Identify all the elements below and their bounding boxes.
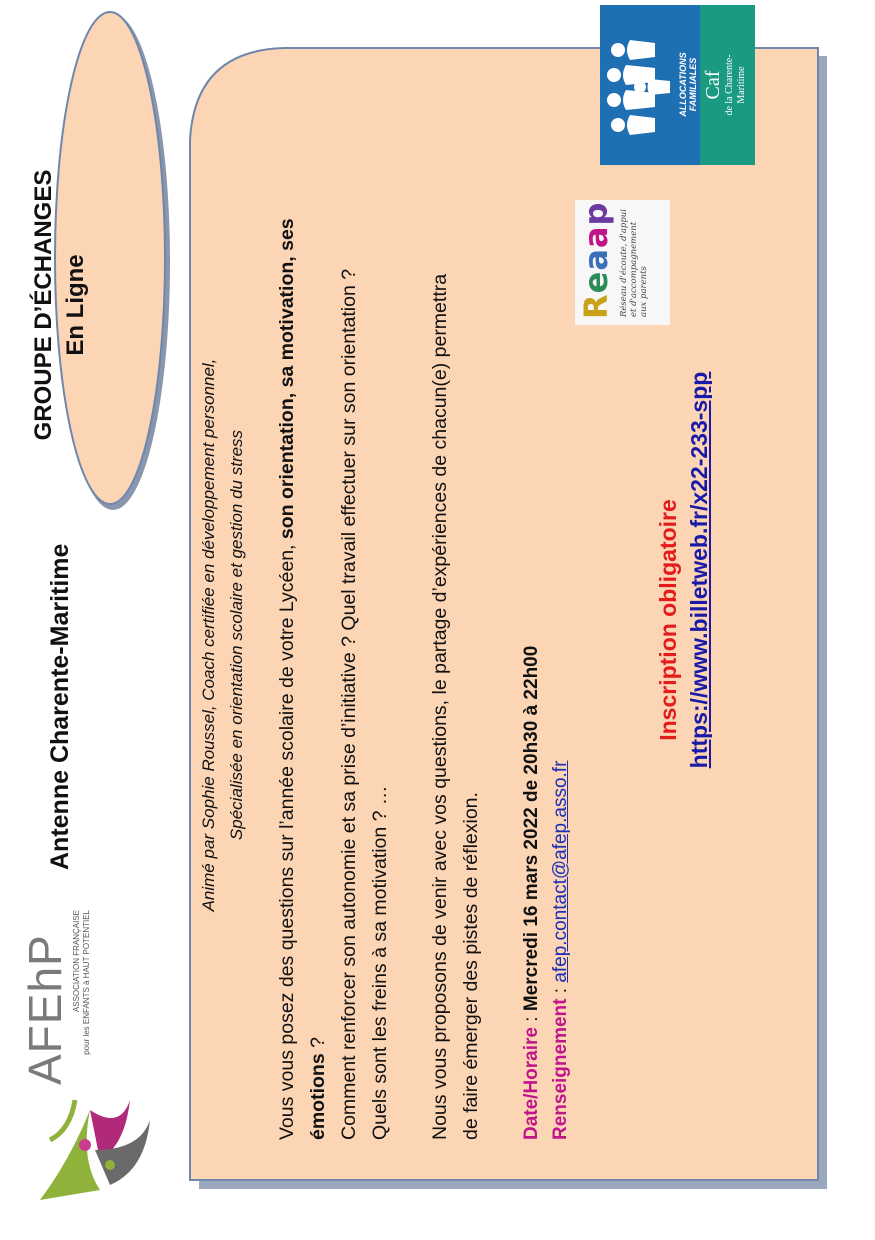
- reaap-logo: [575, 200, 670, 325]
- caf-logo: [600, 5, 755, 165]
- proposal-paragraph: Nous vous proposons de venir avec vos questions, le partage d’expériences de chacun(e) permettra de faire émerger des pistes de réflexion.: [429, 273, 482, 1140]
- question-paragraph-1: Vous vous posez des questions sur l’année scolaire de votre Lycéen, son orientation, sa motivation, ses émotions ?: [276, 218, 329, 1140]
- question-emphasis: son orientation, sa motivation, ses émotions: [276, 218, 329, 1140]
- afehp-logo-text: AFEhP: [19, 934, 71, 1085]
- caf-region: de la Charente- Maritime: [724, 54, 747, 116]
- event-title: [28, 140, 92, 470]
- caf-alloc-text: ALLOCATIONS FAMILIALES: [678, 52, 698, 117]
- date-label: Date/Horaire: [521, 1027, 542, 1140]
- question-paragraph-3: Quels sont les freins à sa motivation ? …: [369, 785, 391, 1140]
- caf-name: Caf: [702, 70, 724, 100]
- antenna-name: Antenne Charente-Maritime: [46, 543, 74, 870]
- event-title-line1: GROUPE D’ÉCHANGES: [30, 169, 57, 441]
- afehp-logo: [20, 885, 92, 1085]
- facilitator-byline: Animé par Sophie Roussel, Coach certifiée en développement personnel, Spécialisée en orientation scolaire et gestion du stress: [199, 358, 246, 912]
- reaap-logo-word: Reaap: [577, 201, 615, 319]
- event-title-line2: En Ligne: [62, 254, 89, 356]
- question-paragraph-2: Comment renforcer son autonomie et sa prise d’initiative ? Quel travail effectuer sur son orientation ?: [338, 268, 360, 1140]
- caf-figures-icon: [600, 5, 678, 165]
- date-line: Date/Horaire : Mercredi 16 mars 2022 de 20h30 à 22h00: [521, 645, 542, 1140]
- reaap-logo-subtitle: Réseau d'écoute, d'appui et d'accompagnement aux parents: [619, 209, 649, 317]
- registration-link[interactable]: https://www.billetweb.fr/x22-233-spp: [686, 371, 712, 769]
- info-label: Renseignement: [550, 998, 571, 1140]
- registration-label: Inscription obligatoire: [655, 499, 681, 741]
- contact-email-link[interactable]: afep.contact@afep.asso.fr: [550, 760, 571, 983]
- date-value: Mercredi 16 mars 2022 de 20h30 à 22h00: [521, 645, 542, 1012]
- afehp-logo-subtitle: ASSOCIATION FRANÇAISE pour les ENFANTS à HAUT POTENTIEL: [72, 910, 91, 1055]
- info-line: Renseignement : afep.contact@afep.asso.fr: [550, 760, 571, 1140]
